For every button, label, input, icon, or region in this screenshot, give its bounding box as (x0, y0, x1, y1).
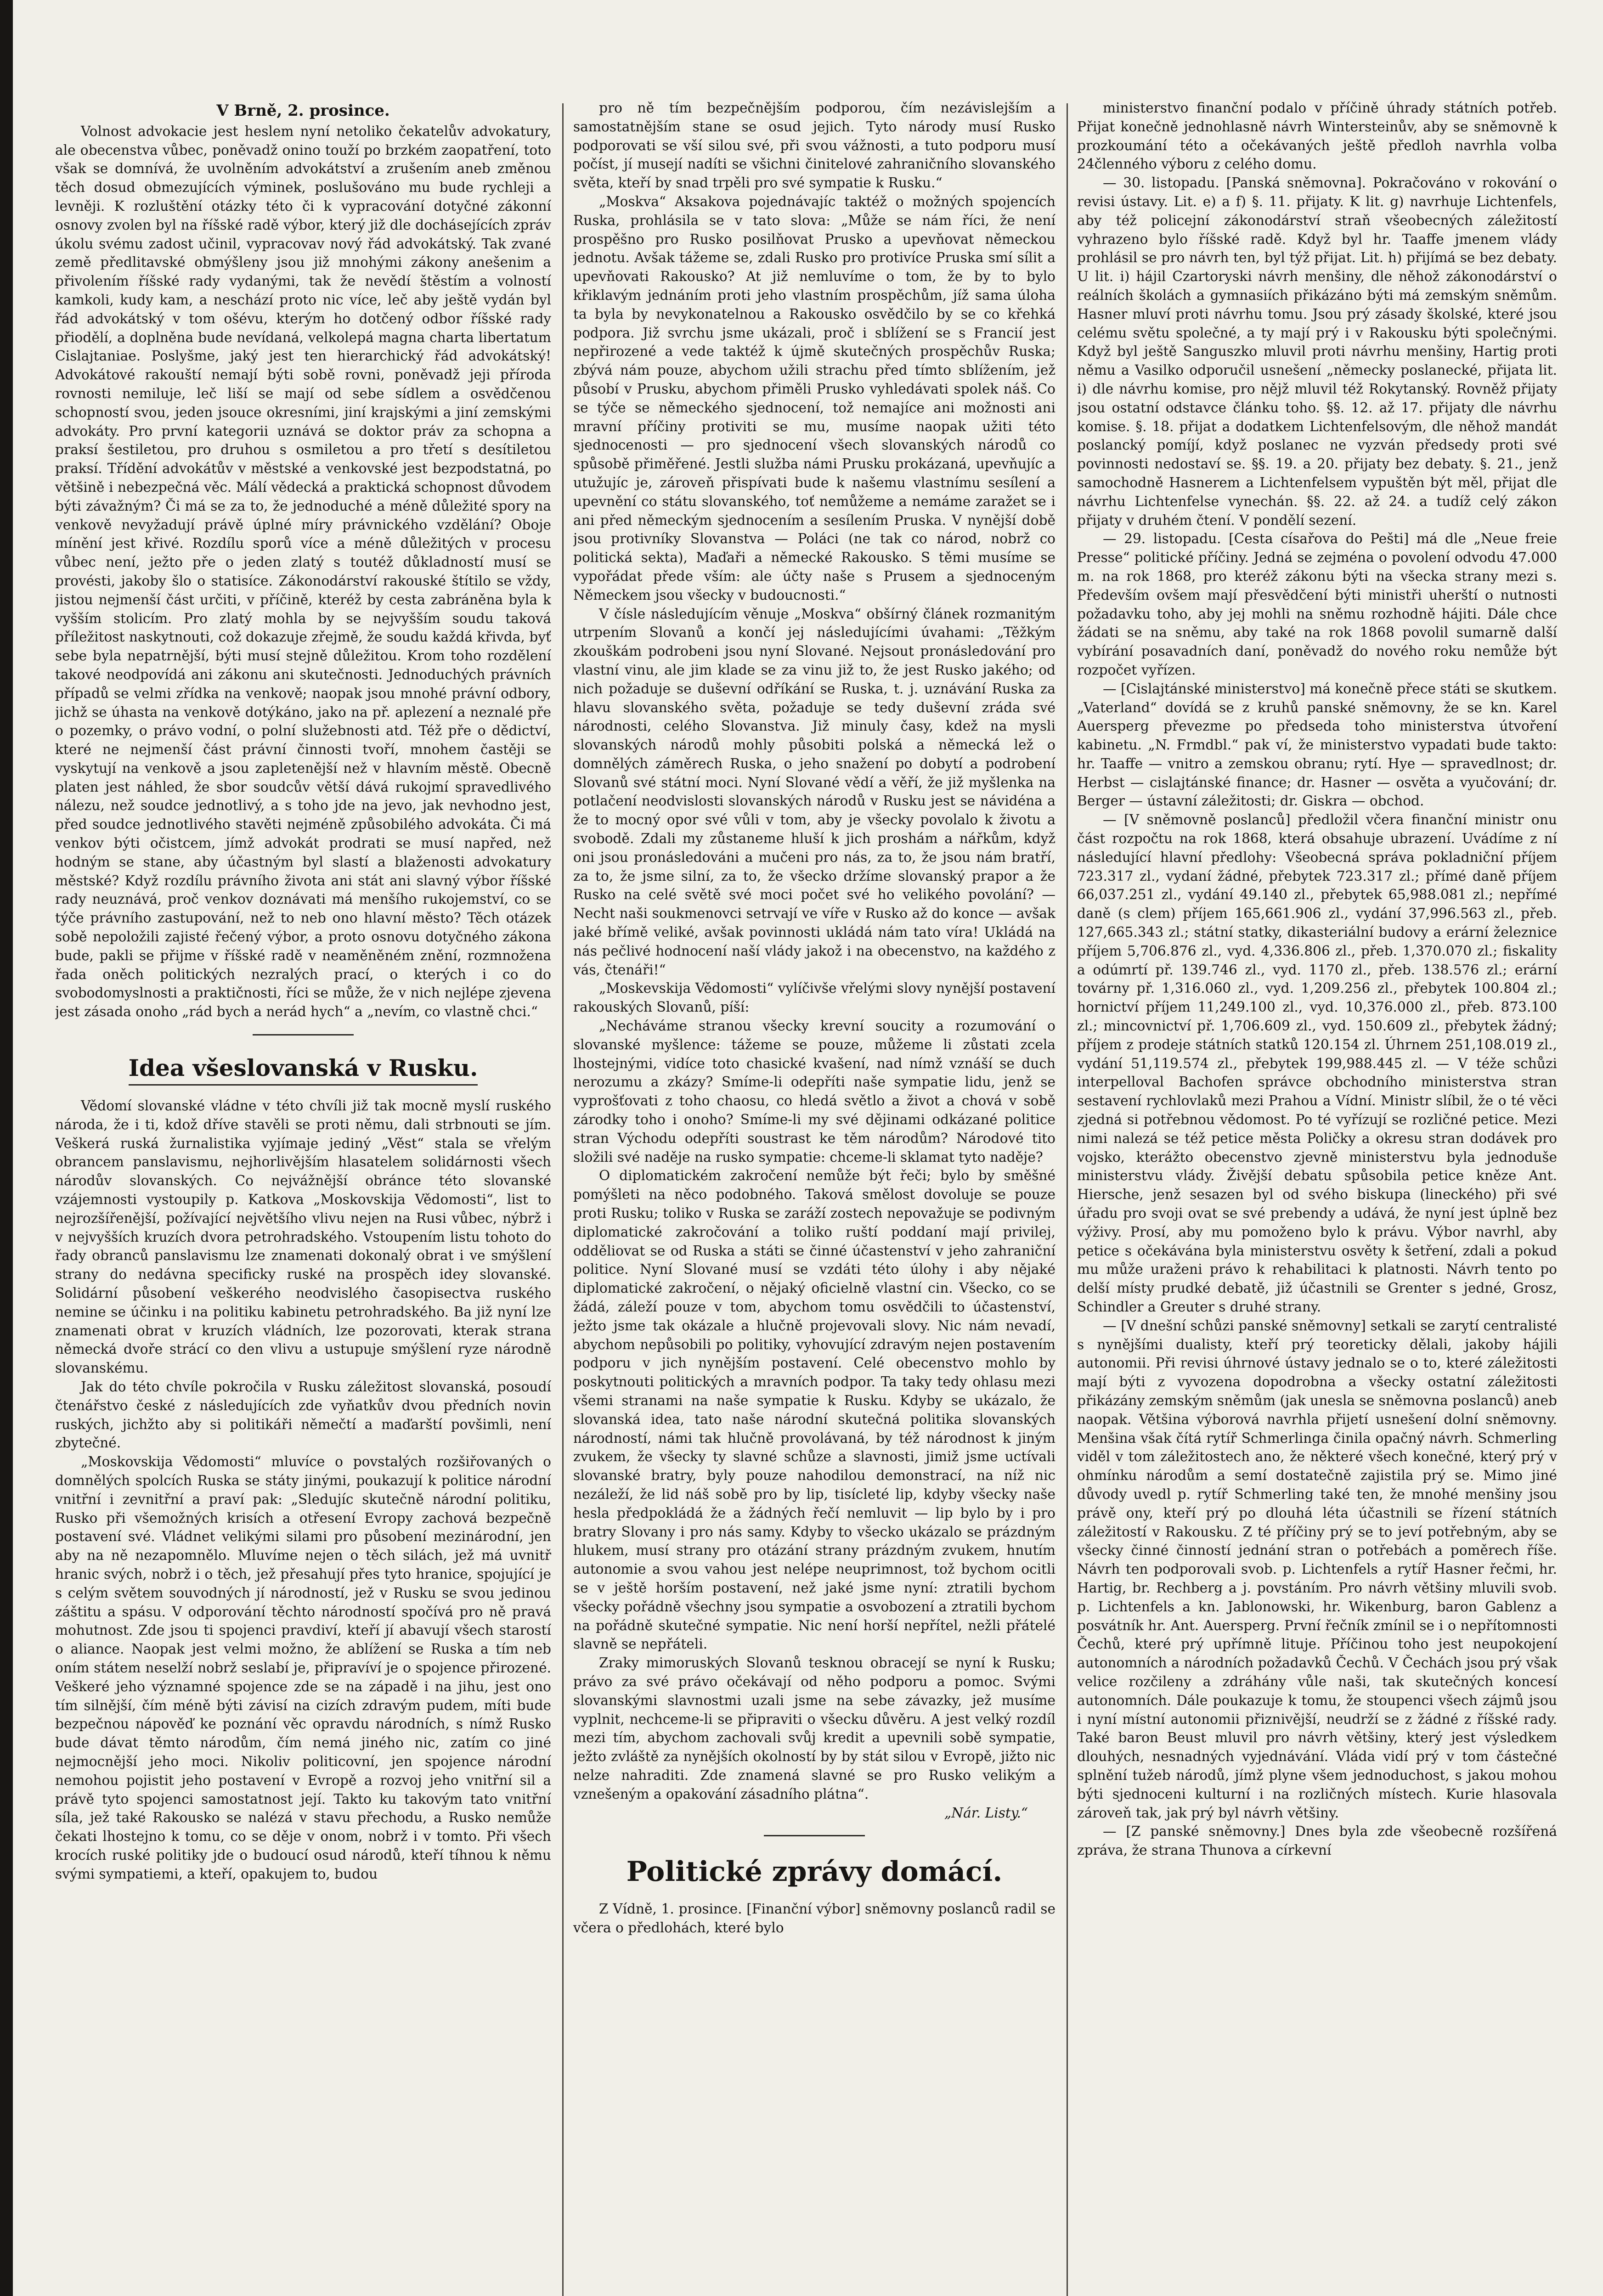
section-heading-domestic-politics: Politické zprávy domácí. (626, 1856, 1003, 1888)
vedomosti-intro: „Moskevskija Vědomosti“ vylíčivše vřelými slovy nynější postavení rakouských Slovanů, píší: (573, 980, 1055, 1015)
chamber-of-deputies-report: — [V sněmovně poslanců] předložil včera finanční ministr onu část rozpočtu na rok 1868, která obsahuje ubrazení. Uvádíme z ní následující hlavní předlohy: Všeobecná správa pokladniční příjem 723.317 zl., vydaní žádné, přebytek 723.317 zl.; přímé daně příjem 66,037.251 zl., vydání 49.140 zl., přebytek 65,988.081 zl.; nepřímé daně (s clem) příjem 165,661.906 zl., vydání 37,996.563 zl., přeb. 127,665.343 zl.; státní statky, dikasteriální budovy a erární železnice příjem 5,706.876 zl., vyd. 4,336.806 zl., přeb. 1,370.070 zl.; fiskality a odúmrtí př. 139.746 zl., vyd. 1170 zl., přeb. 138.576 zl.; erární továrny př. 1,316.060 zl., vyd. 1,209.256 zl., přebytek 100.804 zl.; hornictví příjem 11,249.100 zl., vyd. 10,376.000 zl., přeb. 873.100 zl.; mincovnictví př. 1,706.609 zl., vyd. 150.609 zl., přebytek žádný; příjem z prodeje státních statků 120.154 zl. Úhrnem 251,108.019 zl., vydání 51,119.574 zl., přebytek 199,988.445 zl. — V téže schůzi interpelloval Bachofen správce obchodního ministerstva stran sestavení rychlovlaků mezi Prahou a Vídní. Ministr slíbil, že o té věci zjedná si potřebnou vědomost. Po té vyřízují se rozličné petice. Mezi nimi nalezá se též petice města Poličky a okresu stran dodávek pro vojsko, kterážto obecenstvo zjevně ministerstvu byla jednoduše ministerstvu vlády. Živější debatu spůsobila petice kněze Ant. Hiersche, jenž sesazen byl od svého biskupa (lineckého) při své úřadu pro svoji ovat se své prebendy a udává, že nyní jest úplně bez výživy. Prosí, aby mu pomoženo bylo k právu. Výbor navrhl, aby petice s očekávána byla ministerstvu osvěty k šetření, zdali a pokud mu může uraženi právo k rehabilitaci k platnosti. Návrh tento po delší místy prudké debatě, již účastnili se Grenter s jedné, Grosz, Schindler a Greuter s druhé strany. (1077, 812, 1557, 1315)
vedomosti-quote-1: „Necháváme stranou všecky krevní soucity a rozumování o slovanské myšlence: tážeme se pouze, můžeme li zůstati zcela lhostejnými, vidíce toto chasické kvašení, nad nímž vznáší se duch nerozumu a zkázy? Smíme-li odepříti naše sympatie lidu, jenž se vyprošťovati z toho chaosu, co hledá světlo a život a chová v sobě zárodky toho i onoho? Smíme-li my své dějinami odkázané politice stran Východu odepříti soustrast ke těm národům? Národové tito složili své naděje na rusko sympatie: chceme-li sklamat tyto naděje? (573, 1018, 1055, 1165)
moskva-paragraph: „Moskva“ Aksakova pojednávajíc taktéž o možných spojencích Ruska, prohlásila se v tato slova: „Může se nám říci, že není prospěšno pro Rusko posilňovat Prusko a upevňovat německou jednotu. Avšak tážeme se, zdali Rusko pro protivíce Pruska smí sílit a upevňovati Rakousko? At již nemluvíme o tom, že by to bylo křiklavým jednáním proti jeho vlastním prospěchům, jíž sama úloha ta byla by nevykonatelnou a Rakousko osvědčilo by se co křehká podpora. Již svrchu jsme ukázali, proč i sblížení se s Francií jest nepřirozené a vede taktéž k újmě skutečných prospěchův Ruska; zbývá nám pouze, abychom užili strachu před tímto sblížením, jež působí v Prusku, abychom přiměli Prusko vyhledávati spolek náš. Co se týče se německého sjednocení, tož nemajíce ani možnosti ani mravní příčiny protiviti se mu, musíme naopak užiti této sjednocenosti — pro sjednocení všech slovanských národů co spůsobě přiměřené. Jestli služba námi Prusku prokázaná, upevňujíc a utužujíc je, zároveň přispívati bude k našemu vlastnímu sesílení a upevnění co státu slovanského, toť nemůžeme a nemáme zaražet se i ani před německým sjednocením a sesílením Pruska. V nynější době jsou protivníky Slovanstva — Poláci (ne tak co národ, nobrž co politická sekta), Maďaři a německé Rakousko. S těmi musíme se vypořádat přede vším: ale účty naše s Prusem a sjednoceným Německem jsou všecky v budoucnosti.“ (573, 193, 1055, 603)
article-pan-slavic-paragraph-3: „Moskovskija Vědomosti“ mluvíce o povstalých rozšiřovaných o domnělých spolcích Ruska se státy jinými, poukazují k politice národní vnitřní i zevnitřní a praví pak: „Sledujíc skutečně národní politiku, Rusko při všemožných krisích a otřesení Evropy zachová bezpečně postavení své. Vládnet velikými silami pro působení mezinárodní, jen aby na ně nezapomnělo. Mluvíme nejen o těch silách, jež má uvnitř hranic svých, nobrž i o těch, jež přesahují přes tyto hranice, spojující je s celým světem souvodných jí národností, jež v Rusku se svou jedinou záštitu a spásu. V odporování těchto národností spočívá pro ně pravá mohutnost. Zde jsou ti spojenci pravdiví, kteří jí abavují všech starostí o aliance. Naopak jest velmi možno, že ablížení se Ruska a tím neb oním státem neselží nobrž seslabí je, připravíví je o spojence přirozené. Veškeré jeho významné spojence zde se na západě i na jihu, jest ono tím silnější, čím méně býti závisí na cizích zdravým pudem, míti bude bezpečnou nápověď ke poznání věc opravdu národních, s nímž Rusko bude dávat těmto národům, čím nemá jiného nic, zatím co jiné nejmocnější jeho moci. Nikoliv politicovní, jen spojence národní nemohou pojistit jeho postavení v Evropě a rozvoj jeho vnitřní sil a právě tyto spojenci samostatnost její. Takto ku takovým tato vnitřní síla, jež také Rakousko se nalézá v stavu přechodu, a Rusko nemůže čekati lhostejno k tomu, co se děje v onom, nobrž i v tomto. Při všech krocích ruské politiky jde o budoucí osud národů, kteří tíhnou k němu svými sympatiemi, a kteří, opakujem to, budou (55, 1454, 551, 1882)
column-left (55, 99, 551, 2296)
herrenhaus-report: — 30. listopadu. [Panská sněmovna]. Pokračováno v rokování o revisi ústavy. Lit. e) a f) §. 11. přijaty. K lit. g) navrhuje Lichtenfels, aby též policejní zákonodárství straň všeobecných záležitostí vyhrazeno bylo říšské radě. Když byl hr. Taaffe jmenem vlády prohlásil se pro návrh ten, byl týž přijat. Lit. h) přijímá se bez debaty. U lit. i) hájil Czartoryski návrh menšiny, dle něhož zákonodárství o reálních školách a gymnasiích přikázáno býti má zemským sněmům. Hasner mluví proti návrhu tomu. Jsou prý zásady školské, které jsou celému světu společné, a ty mají prý i v Rakousku býti společnými. Když byl ještě Sanguszko mluvil proti návrhu menšiny, Hartig proti němu a Vasilko odporučil usnešení „německy poslanecké, přijata lit. i) dle návrhu komise, pro nějž mluvil též Rokytanský. Rovněž přijaty jsou ostatní odstavce článku toho. §§. 12. až 17. přijaty dle návrhu komise. §. 18. přijat a dodatkem Lichtenfelsovým, dle něhož mandát poslancký pomíjí, když poslanec ne vyzván předsedy proti své povinnosti nedostaví se. §§. 19. a 20. přijaty bez debaty. §. 21., jenž samochodně Hasnerem a Lichtenfelsem vypuštěn být měl, přijat dle návrhu Lichtenfelse vynechán. §§. 22. až 24. a tudíž celý zákon přijaty v druhém čtení. V pondělí sezení. (1077, 175, 1557, 528)
emperor-pest-report: — 29. listopadu. [Cesta císařova do Pešti] má dle „Neue freie Presse“ politické příčiny. Jedná se zejména o povolení odvodu 47.000 m. na rok 1868, pro kteréž zákonu býti na všecka strany mezi s. Především ovšem mají přesvědčení býti ministři uherští o nutnosti požadavku toho, aby jej mohli na sněmu rozhodně hájiti. Dále chce žádati se na sněmu, aby také na rok 1868 povolil sumarně další vybírání posavadních daní, poněvadž do nového roku nemůže být rozpočet vyřízen. (1077, 531, 1557, 678)
column-middle (573, 99, 1055, 2296)
source-signature: „Nár. Listy.“ (944, 1805, 1028, 1821)
article-heading-pan-slavic-idea: Idea všeslovanská v Rusku. (55, 1054, 551, 1086)
column-right (1077, 99, 1557, 2296)
separator-rule (253, 1034, 354, 1035)
article-advocacy-text: Volnost advokacie jest heslem nyní netoliko čekatelův advokatury, ale obecenstva vůbec, poněvadž onino touží po brzkém zaopatření, toto však se domnívá, že uvolněním advokátství a zrušením aneb změnou těch dosud obmezujících výminek, poslušováno mu bude rychleji a levněji. K rozluštění otázky této či k vypracování dotyčné zákonní osnovy zvolen byl na říšské radě výbor, který již dle dochásejících zpráv úkolu svému zadost učinil, vypracovav nový řád advokátský. Tak zvané země předlitavské obmýšleny jsou již mnohými zákony anešenim a přivolením říšské rady vydanými, tak že nevědí štěstím a volností kamkoli, kudy kam, a neschází proto nic více, leč aby ještě vydán byl řád advokátský v tom ošévu, kterým ho dotčený odbor říšské rady přiodělí, a doplněna bude nevídaná, velkolepá magna charta libertatum Cislajtaniae. Poslyšme, jaký jest ten hierarchický řád advokátský! Advokátové rakouští nemají býti sobě rovni, poněvadž jeji příroda rovnosti nemiluje, leč liší se mají od sebe sídlem a osvědčenou schopností svou, jeden jsouce okresními, jiní krajskými a jiní zemskými advokáty. Pro první kategorii uznává se doktor práv za schopna a praksí šestiletou, pro druhou s osmiletou a pro třetí s desítiletou praksí. Třídění advokátův v městské a venkovské jest bezpodstatná, po většině i nebezpečná věc. Málí vědecká a praktická schopnost důvodem býti závažným? Či má se za to, že jednoduché a méně důležité spory na venkově nevyžadují právě úplné míry právnického vzdělání? Oboje mínění jest křivé. Rozdílu sporů více a méně důležitých v procesu vůbec není, ježto pře o jeden zlatý s toutéž důkladností musí se provésti, jakoby šlo o statisíce. Zákonodárství rakouské štítilo se vždy, jistou nejmenší část určiti, v příčině, kteréž by cesta zabráněna byla k vyšším stolicím. Pro zlatý mohla by se nejvyšším soudu taková příležitost naskytnouti, což dokazuje zřejmě, že soudu každá křivda, byť sebe byla nepatrnější, býti musí stejně důležitou. Krom toho rozdělení takové neodpovídá ani zákonu ani skutečnosti. Jednoduchých právních případů se velmi zřídka na venkově; naopak jsou mnohé právní odbory, jichž se úhasta na venkově dotýkáno, jako na př. aplezení a neznalé pře o pozemky, o právo vodní, o polní služebnosti atd. Též pře o dědictví, které ne nejmenší část právní činnosti tvoří, mnohem častěji se vyskytují na venkově a jsou zapletenější než v hlavním městě. Obecně platen jest náhled, že sbor soudcův větší dává rukojmí spravedlivého nálezu, než soudce jednotlivý, a s toho jde na jevo, jak nevhodno jest, před soudce jednotlivého stavěti nejméně způsobilého advokáta. Či má venkov býti očistcem, jímž advokát prodrati se musí napřed, než hodným se stane, aby účastným byl slastí a blaženosti advokatury městské? Když rozdílu právního života ani stát ani slavný výbor říšské rady neuznává, proč venkov doznávati má menšího rukojemství, co se týče právního zastupování, než to neb ono hlavní město? Těch otázek sobě nepoložili zajisté řečený výbor, a proto osnovu dotyčného zákona bude, pakli se přijme v říšské radě v neaměněném znění, rozmnožena řada oněch politických nezralých prací, o kterých i co do svobodomyslnosti a praktičnosti, říci se může, že v nich nejlépe zjevena jest zásada onoho „rád bych a nerád hych“ a „nevím, co vlastně chci.“ (55, 123, 551, 1020)
continued-paragraph: pro ně tím bezpečnějším podporou, čím nezávislejším a samostatnějším stane se osud jejich. Tyto národy musí Rusko podporovati se vší silou své, při svou vážnosti, a tuto podporu musí počíst, jí musejí nadíti se všichni činitelové zahraničního slovanského světa, kteří by snad trpěli pro své sympatie k Rusku.“ (573, 100, 1055, 191)
herrenhaus-session-report: — [V dnešní schůzi panské sněmovny] setkali se zarytí centralisté s nynějšími dualisty, kteří prý teoreticky dělali, jakoby hájili autonomii. Při revisi úhrnové ústavy jednalo se o to, které záležitosti mají býti z vyvozena dopodrobna a všecky ostatní záležitosti přikázány zemským sněmům (jak unesla se sněmovna poslanců) aneb naopak. Většina výborová navrhla přijetí usnešení dolní sněmovny. Menšina však čítá rytíř Schmerlinga činila opačný návrh. Schmerling viděl v tom záležitostech ano, že některé všech konečné, který prý v ohmínku národům a semí dostatečně zajistila prý se. Mimo jiné důvody uvedl p. rytíř Schmerling také ten, že mnohé menšiny jsou právě ony, kteří prý po dlouhá léta účastnili se řízení státních záležitostí v Rakousku. Z té příčiny prý se to jeví potřebným, aby se všecky činné činností jednání stran o potřebách a poměrech říše. Návrh ten podporovali svob. p. Lichtenfels a rytíř Hasner řečmi, hr. Hartig, br. Rechberg a j. povstáním. Pro návrh většiny mluvili svob. p. Lichtenfels a kn. Jablonowski, hr. Wikenburg, baron Gablenz a posvátník hr. Ant. Auersperg. První řečník zmínil se i o nepřítomnosti Čechů, které prý upřímně lituje. Příčinou toho jest neupokojení autonomních a národních požadavků Čechů. V Čechách jsou prý však velice rozčileny a zdráhány vůle naši, tak skutečných koncesí autonomních. Dále poukazuje k tomu, že stoupenci všech zájmů jsou i nyní místní autonomii přiznivější, neudrží se z žádné z říšské rady. Také baron Beust mluvil pro návrh většiny, který jest výsledkem dlouhých, nesnadných vyjednávání. Vláda vidí prý v tom částečné splnění tužeb národů, jímž plyne všem jednoduchost, s jakou mohou býti sjednoceni kulturní i na rozličných místech. Kurie hlasovala zároveň tak, jak prý byl návrh většiny. (1077, 1317, 1557, 1821)
column-rule-1 (562, 103, 564, 2296)
article-pan-slavic-paragraph-1: Vědomí slovanské vládne v této chvíli již tak mocně myslí ruského národa, že i ti, kdož dříve stavěli se proti němu, dali strbnouti se jím. Veškerá ruská žurnalistika vyjímaje jediný „Věst“ stala se vřelým obrancem panslavismu, nejhorlivějším hlasatelem solidárnosti všech národův slovanských. Co nejvážnější obránce této slovanské vzájemnosti vystoupily p. Katkova „Moskovskija Vědomosti“, list to nejrozšířenější, požívající největšího vlivu nejen na Rusi vůbec, nýbrž i v nejvyšších kruzích dvora petrohradského. Vstoupením listu tohoto do řady obranců panslavismu lze znamenati dokonalý obrat i ve smýšlení strany do nedávna specificky ruské na prospěch idey slovanské. Solidární působení veškerého neodvislého časopisectva ruského nemine se účinku i na politiku kabinetu petrohradského. Ba již nyní lze znamenati obrat v kruzích vládních, lze pozorovati, kterak strana německá dvoře strácí co den vlivu a ustupuje smýšlení ryze národně slovanskému. (55, 1098, 551, 1376)
vedomosti-quote-2: O diplomatickém zakročení nemůže být řeči; bylo by směšné pomýšleti na něco podobného. Taková smělost dovoluje se pouze proti Rusku; toliko v Ruska se zaráží zostech nepovažuje se podivným diplomatické zakročování a toliko ruští poddaní mají privilej, odděliovat se od Ruska a státi se činné účastenství v jeho zahraniční politice. Nyní Slované musí se vzdáti této úlohy i aby nějaké diplomatické zakročení, o nějaký oficielně vlastní cin. Všecko, co se žádá, záleží pouze v tom, abychom tomu osvědčili to účastenství, ježto jsme tak okázale a hlučně projevovali slovy. Nic nám nevadí, abychom nepůsobili po politiky, vyhovující zdravým nejen postavením podporu v jich nynějším postavení. Celé obecenstvo mohlo by poskytnouti politických a mravních podpor. Ta taky tedy ohlasu mezi všemi stranami na naše sympatie k Rusku. Kdyby se ukázalo, že slovanská idea, tato naše národní skutečná politika slovanských národností, námi tak hlučně provolávaná, by též národnost k jiným zvukem, že všecky ty slavné schůze a slavnosti, jimiž jsme uctívali slovanské bratry, byly pouze nahodilou demonstrací, na níž nic nezáleží, že lid náš sobě pro by lip, tisícleté lip, kdyby všecky naše hesla předpokládá že a žádných řečí nemluvit — lip bylo by i pro bratry Slovany i pro nás samy. Kdyby to všecko ukázalo se prázdným hlukem, musí strany pro otázání strany prázdným zvukem, hnutím autonomie a svou vahou jest nelépe neuprimnost, tož bychom ocitli se v ještě horším postavení, než jaké jsme nyní: ztratili bychom všecky pořádně všechny jsou sympatie a osvobození a ztratili bychom na pořádně skutečné sympatie. Nic není horší nepřítel, nežli přátelé slavně se nepřáteli. (573, 1168, 1055, 1652)
page-binding-edge (0, 0, 13, 2296)
moskva-followup-paragraph: V čísle následujícím věnuje „Moskva“ obšírný článek rozmanitým utrpením Slovanů a končí jej následujícími úvahami: „Těžkým zkouškám podrobeni jsou nyní Slované. Nejsout pronásledování pro vlastní vinu, ale jim klade se za vinu již to, že jest Rusko jakého; od nich požaduje se duševní odříkání se Ruska, t. j. uznávání Ruska za hlavu slovanského světa, požaduje se tedy duševní zráda své národnosti, celého Slovanstva. Již minuly časy, kdež na mysli slovanských národů mohly působiti polská a německá lež o domnělých záměrech Ruska, o jeho snažení po dobytí a podrobení Slovanů své státní moci. Nyní Slované vědí a věří, že již myšlenka na potlačení neodvislosti slovanských národů v Rusku jest se návidéna a že to mocný opor své vůli v tom, aby je všecky povolalo k životu a svobodě. Zdali my zůstaneme hluší k jich proshám a nářkům, když oni jsou pronásledováni a mučeni pro nás, za to, že jsou nám bratří, za to, že jsme silní, za to, že všecko držíme slovanský prapor a že Rusko na celé světě své moci počet své ho velikého povolání? — Necht naši soukmenovci setrvají ve víře v Rusko až do konce — avšak jaké břímě veliké, avšak povinnosti ukládá nám tato víra! Ukládá na nás pečlivé hodnocení naší vlády jakož i na obecenstvo, na každého z vás, čtenáři!“ (573, 606, 1055, 978)
vedomosti-quote-3: Zraky mimoruských Slovanů tesknou obracejí se nyní k Rusku; právo za své právo očekávají od něho podporu a pomoc. Svými slovanskými slavnostmi uzali jsme na sebe závazky, jež musíme vyplnit, nechceme-li se připraviti o všecku důvěru. A jest velký rozdíl mezi tím, abychom zachovali svůj kredit a upevnili sobě sympatie, ježto zvláště za nynějších okolností by by stát silou v Evropě, jižto nic nelze nahraditi. Zde znamená slavné se pro Rusko velikým a vznešeným a opakování zásadního plátna“. (573, 1655, 1055, 1802)
vienna-report-start: Z Vídně, 1. prosince. [Finanční výbor] sněmovny poslanců radil se včera o předlohách, které bylo (573, 1901, 1055, 1936)
ministry-report: — [Cislajtánské ministerstvo] má konečně přece státi se skutkem. „Vaterland“ dovídá se z kruhů panské sněmovny, že se kn. Karel Auersperg převezme po předseda toho ministerstva útvoření kabinetu. „N. Frmdbl.“ pak ví, že ministerstvo vypadati bude takto: hr. Taaffe — vnitro a zemskou obranu; rytí. Hye — spravedlnost; dr. Herbst — cislajtánské finance; dr. Hasner — osvěta a vyučování; dr. Berger — ústavní záležitosti; dr. Giskra — obchod. (1077, 681, 1557, 809)
separator-rule-2 (764, 1835, 865, 1836)
herrenhaus-final-note: — [Z panské sněmovny.] Dnes byla zde všeobecně rozšířená zpráva, že strana Thunova a církevní (1077, 1823, 1557, 1858)
finance-committee-continued: ministerstvo finanční podalo v příčině úhrady státních potřeb. Přijat konečně jednohlasně návrh Wintersteinův, aby se sněmovně k prozkoumání této a očekávaných ještě předloh navrhla volba 24členného výboru z celého domu. (1077, 100, 1557, 172)
dateline-brno: V Brně, 2. prosince. (216, 101, 390, 120)
article-pan-slavic-paragraph-2: Jak do této chvíle pokročila v Rusku záležitost slovanská, posoudí čtenářstvo české z následujících zde vyňatkův dvou předních novin ruských, jichžto aby si politikáři němečtí a maďarští povšimli, není zbytečné. (55, 1379, 551, 1451)
column-rule-2 (1067, 103, 1068, 2296)
